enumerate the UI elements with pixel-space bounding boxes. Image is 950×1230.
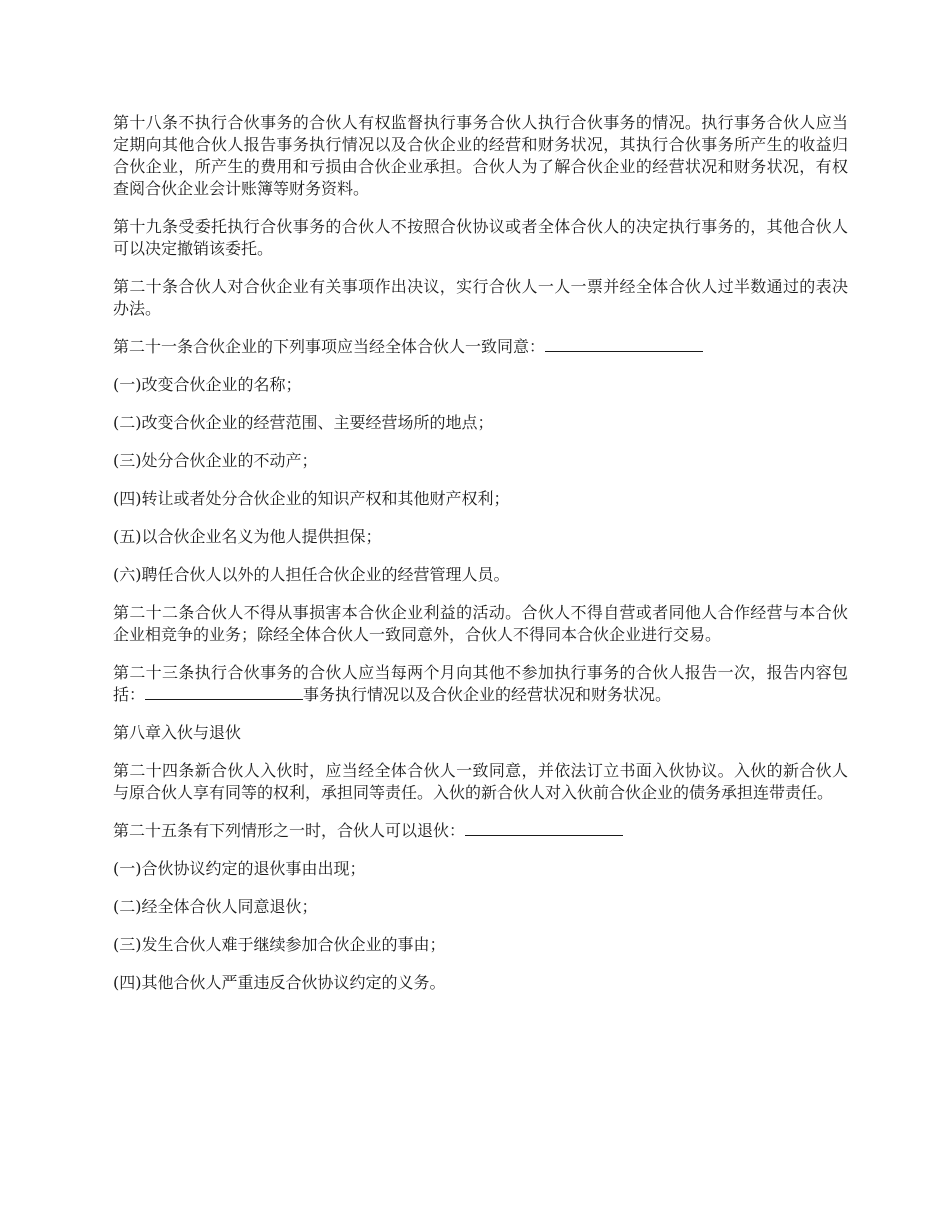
article-21-item: (三)处分合伙企业的不动产； <box>113 451 318 470</box>
article-21-item: (二)改变合伙企业的经营范围、主要经营场所的地点； <box>113 413 494 432</box>
fill-in-blank[interactable] <box>545 337 703 352</box>
article-21-item: (一)改变合伙企业的名称； <box>113 375 302 394</box>
article-18: 第十八条不执行合伙事务的合伙人有权监督执行事务合伙人执行合伙事务的情况。执行事务合伙人应当定期向其他合伙人报告事务执行情况以及合伙企业的经营和财务状况，其执行合伙事务所产生的收益归合伙企业，所产生的费用和亏损由合伙企业承担。合伙人为了解合伙企业的经营状况和财务状况，有权查阅合伙企业会计账簿等财务资料。 <box>113 113 848 198</box>
article-21-item: (六)聘任合伙人以外的人担任合伙企业的经营管理人员。 <box>113 565 510 584</box>
article-20: 第二十条合伙人对合伙企业有关事项作出决议，实行合伙人一人一票并经全体合伙人过半数通过的表决办法。 <box>113 277 848 318</box>
article-25-intro <box>113 820 848 842</box>
article-24: 第二十四条新合伙人入伙时，应当经全体合伙人一致同意，并依法订立书面入伙协议。入伙的新合伙人与原合伙人享有同等的权利，承担同等责任。入伙的新合伙人对入伙前合伙企业的债务承担连带责任。 <box>113 761 848 802</box>
article-25-text: 第二十五条有下列情形之一时，合伙人可以退伙： <box>113 821 466 840</box>
article-23 <box>113 662 848 706</box>
fill-in-blank[interactable] <box>145 685 303 700</box>
article-23-text-before: 第二十三条执行合伙事务的合伙人应当每两个月向其他不参加执行事务的合伙人报告一次，报告内容包括： <box>113 663 848 704</box>
article-25-item: (四)其他合伙人严重违反合伙协议约定的义务。 <box>113 973 446 992</box>
article-21-text: 第二十一条合伙企业的下列事项应当经全体合伙人一致同意： <box>113 337 546 356</box>
article-25-item: (二)经全体合伙人同意退伙； <box>113 897 318 916</box>
article-19: 第十九条受委托执行合伙事务的合伙人不按照合伙协议或者全体合伙人的决定执行事务的，其他合伙人可以决定撤销该委托。 <box>113 217 848 258</box>
chapter-heading: 第八章入伙与退伙 <box>113 723 242 742</box>
article-21-item: (四)转让或者处分合伙企业的知识产权和其他财产权利； <box>113 489 510 508</box>
article-25-item: (一)合伙协议约定的退伙事由出现； <box>113 859 366 878</box>
article-22: 第二十二条合伙人不得从事损害本合伙企业利益的活动。合伙人不得自营或者同他人合作经营与本合伙企业相竞争的业务；除经全体合伙人一致同意外，合伙人不得同本合伙企业进行交易。 <box>113 603 848 644</box>
document-page <box>113 112 848 1010</box>
article-23-text-after: 事务执行情况以及合伙企业的经营状况和财务状况。 <box>303 685 672 704</box>
article-25-item: (三)发生合伙人难于继续参加合伙企业的事由； <box>113 935 446 954</box>
fill-in-blank[interactable] <box>465 821 623 836</box>
article-21-item: (五)以合伙企业名义为他人提供担保； <box>113 527 382 546</box>
article-21-intro <box>113 336 848 358</box>
